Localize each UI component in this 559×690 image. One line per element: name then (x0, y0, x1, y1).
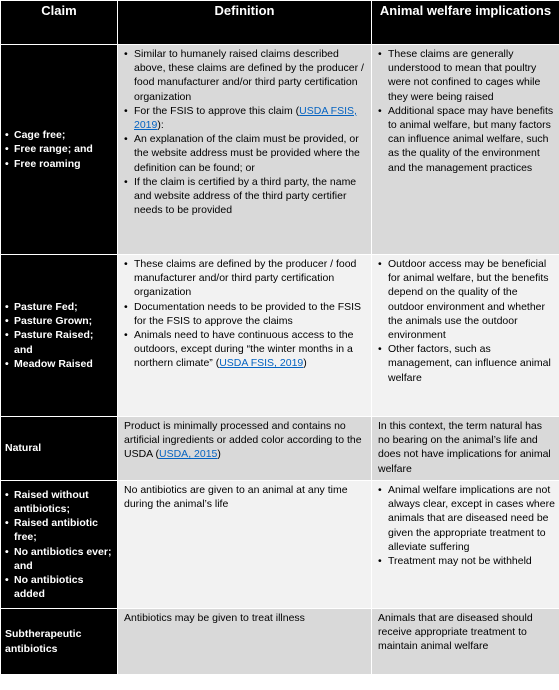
table-row-cage-free (1, 45, 559, 255)
welfare-cell: In this context, the term natural has no bearing on the animal’s life and does not have implications for animal welfare (372, 417, 559, 481)
claim-item: • Pasture Fed; (5, 300, 113, 314)
citation-link[interactable]: USDA FSIS, 2019 (219, 357, 304, 370)
definition-cell: Product is minimally processed and contains no artificial ingredients or added color according to the USDA (USDA, 2015) (118, 417, 372, 481)
welfare-bullet: • Treatment may not be withheld (378, 554, 555, 568)
definition-bullet: • These claims are defined by the producer / food manufacturer and/or third party certification organization (124, 257, 367, 300)
definition-cell: No antibiotics are given to an animal at any time during the animal’s life (118, 481, 372, 609)
claim-item: • Raised without antibiotics; (5, 488, 113, 516)
table-row-natural (1, 417, 559, 481)
claim-item: • Raised antibiotic free; (5, 516, 113, 544)
header-definition: Definition (118, 1, 372, 45)
claim-item: • Free roaming (5, 157, 113, 171)
welfare-bullet: • These claims are generally understood to mean that poultry were not confined to cages while they were being raised (378, 47, 555, 104)
claim-cell: Natural (1, 417, 118, 481)
welfare-bullet: • Animal welfare implications are not always clear, except in cases where animals that are diseased need be given the appropriate treatment to alleviate suffering (378, 483, 555, 554)
claim-cell (1, 481, 118, 609)
definition-bullet: • Documentation needs to be provided to the FSIS for the FSIS to approve the claims (124, 300, 367, 328)
table-row-subtherapeutic (1, 609, 559, 675)
header-animal-welfare: Animal welfare implications (372, 1, 559, 45)
definition-bullet: • For the FSIS to approve this claim (USDA FSIS, 2019): (124, 104, 367, 132)
welfare-cell (372, 45, 559, 255)
citation-link[interactable]: USDA FSIS, 2019 (134, 104, 357, 132)
claim-cell: Subtherapeutic antibiotics (1, 609, 118, 675)
table-row-pasture (1, 255, 559, 417)
welfare-cell: Animals that are diseased should receive appropriate treatment to maintain animal welfare (372, 609, 559, 675)
claim-cell (1, 45, 118, 255)
welfare-bullet: • Additional space may have benefits to animal welfare, but many factors can influence animal welfare, such as the quality of the environment and the management practices (378, 104, 555, 175)
header-row (1, 1, 559, 45)
welfare-cell (372, 255, 559, 417)
definition-cell: Antibiotics may be given to treat illness (118, 609, 372, 675)
table-row-antibiotics (1, 481, 559, 609)
claim-item: • Meadow Raised (5, 357, 113, 371)
definition-bullet: • An explanation of the claim must be provided, or the website address must be provided where the definition can be found; or (124, 132, 367, 175)
welfare-bullet: • Outdoor access may be beneficial for animal welfare, but the benefits depend on the quality of the outdoor environment and whether the animals use the outdoor environment (378, 257, 555, 342)
claim-item: • Cage free; (5, 128, 113, 142)
welfare-bullet: • Other factors, such as management, can influence animal welfare (378, 342, 555, 385)
claim-item: • Pasture Raised; and (5, 328, 113, 356)
definition-bullet: • Similar to humanely raised claims described above, these claims are defined by the producer / food manufacturer and/or third party certification organization (124, 47, 367, 104)
welfare-cell (372, 481, 559, 609)
claim-item: • No antibiotics added (5, 573, 113, 601)
claim-item: • No antibiotics ever; and (5, 545, 113, 573)
definition-cell (118, 255, 372, 417)
claim-item: • Free range; and (5, 142, 113, 156)
citation-link[interactable]: USDA, 2015 (159, 448, 218, 461)
definition-cell (118, 45, 372, 255)
header-claim: Claim (1, 1, 118, 45)
definition-bullet: • If the claim is certified by a third party, the name and website address of the third party certifier needs to be provided (124, 175, 367, 218)
definition-bullet: • Animals need to have continuous access to the outdoors, except during “the winter months in a northern climate” (USDA FSIS, 2019) (124, 328, 367, 371)
claim-item: • Pasture Grown; (5, 314, 113, 328)
claim-cell (1, 255, 118, 417)
